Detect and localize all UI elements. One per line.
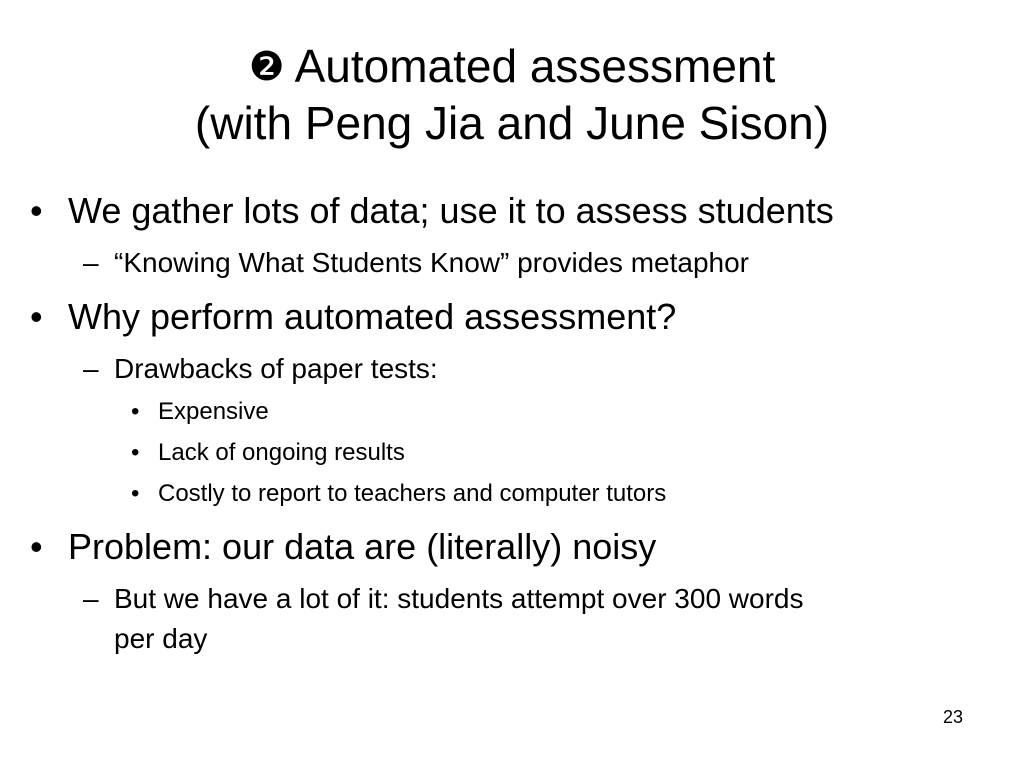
bullet-marker: • <box>131 480 140 507</box>
bullet-text: Why perform automated assessment? <box>68 296 677 337</box>
page-number: 23 <box>942 707 963 727</box>
sub-bullet-text: “Knowing What Students Know” provides metaphor <box>114 247 749 278</box>
sub-bullet-text-continuation: per day <box>114 623 208 654</box>
bullet-item-1 <box>30 190 834 232</box>
dash-marker: – <box>83 353 99 384</box>
sub-sub-bullet-item-1 <box>131 398 269 426</box>
bullet-item-3 <box>30 526 657 568</box>
bullet-text: We gather lots of data; use it to assess students <box>68 190 834 231</box>
sub-bullet-item-3-1 <box>83 579 804 619</box>
bullet-marker: • <box>30 190 43 231</box>
sub-sub-bullet-item-3 <box>131 480 667 508</box>
title-text-line-1: Automated assessment <box>294 40 776 92</box>
bullet-marker: • <box>30 526 43 567</box>
sub-sub-bullet-text: Costly to report to teachers and computer tutors <box>158 480 667 507</box>
bullet-text: Problem: our data are (literally) noisy <box>68 526 657 567</box>
dash-marker: – <box>83 247 99 278</box>
sub-bullet-item-1-1 <box>83 243 749 283</box>
bullet-marker: • <box>30 296 43 337</box>
sub-bullet-item-3-1-continuation <box>114 619 207 659</box>
bullet-marker: • <box>131 439 140 466</box>
bullet-item-2 <box>30 296 677 338</box>
bullet-marker: • <box>131 398 140 425</box>
number-two-circle-icon: ❷ <box>248 45 285 89</box>
sub-sub-bullet-item-2 <box>131 439 405 467</box>
sub-bullet-text: But we have a lot of it: students attempt over 300 words <box>114 583 804 614</box>
sub-bullet-item-2-1 <box>83 349 438 389</box>
dash-marker: – <box>83 583 99 614</box>
title-text-line-2: (with Peng Jia and June Sison) <box>194 97 830 149</box>
sub-sub-bullet-text: Expensive <box>158 398 269 425</box>
sub-sub-bullet-text: Lack of ongoing results <box>158 439 405 466</box>
sub-bullet-text: Drawbacks of paper tests: <box>114 353 438 384</box>
